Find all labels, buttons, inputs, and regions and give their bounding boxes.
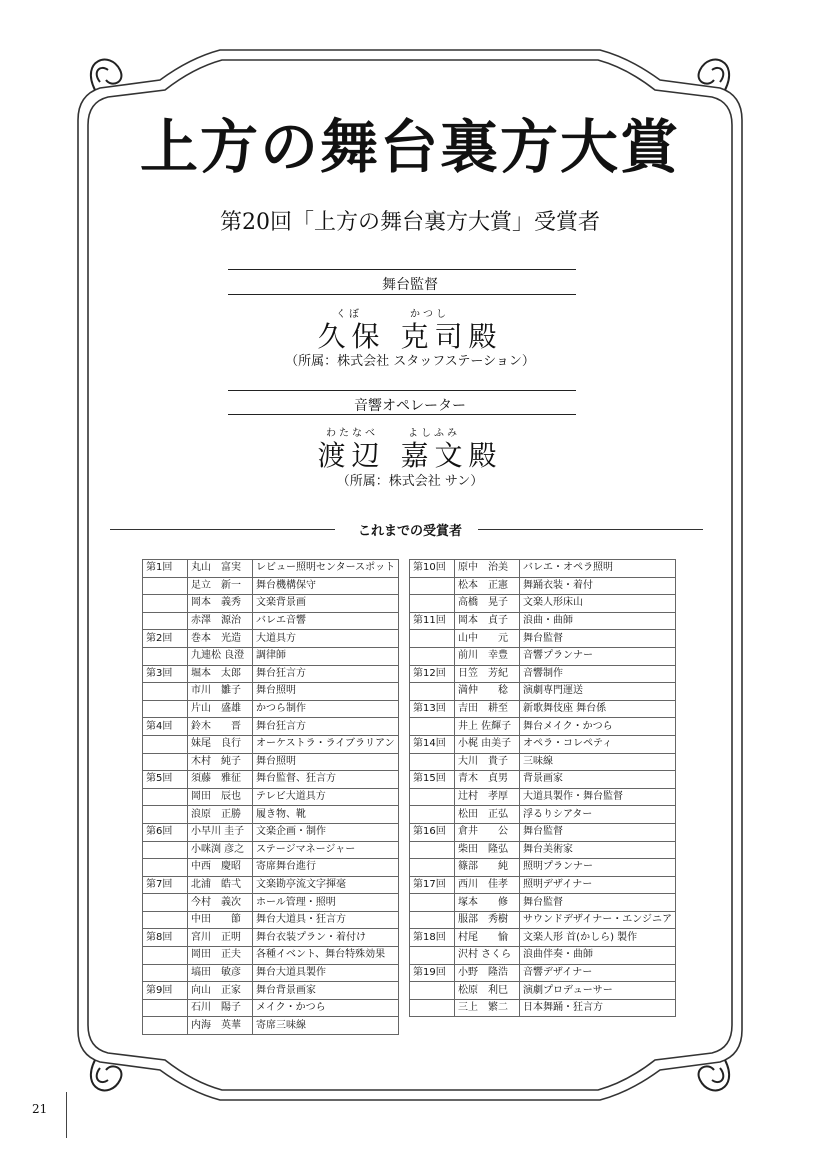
- table-row: [143, 560, 399, 578]
- table-row: [410, 788, 676, 806]
- edition-cell: 第17回: [410, 876, 455, 894]
- table-row: [143, 753, 399, 771]
- edition-cell: [410, 894, 455, 912]
- edition-cell: 第13回: [410, 700, 455, 718]
- table-row: [143, 823, 399, 841]
- winner-name-cell: 丸山 富実: [188, 560, 253, 578]
- table-row: [143, 894, 399, 912]
- table-row: [143, 947, 399, 965]
- winner-name-cell: 日笠 芳紀: [455, 665, 520, 683]
- winner-name-cell: 服部 秀樹: [455, 911, 520, 929]
- winner-name-cell: 妹尾 良行: [188, 735, 253, 753]
- table-row: [143, 876, 399, 894]
- table-row: [410, 911, 676, 929]
- winner-name-cell: 中西 慶昭: [188, 859, 253, 877]
- winner-name-cell: 柴田 隆弘: [455, 841, 520, 859]
- edition-cell: [410, 753, 455, 771]
- genre-cell: 浮るりシアター: [520, 806, 676, 824]
- table-row: [143, 771, 399, 789]
- genre-cell: 音響プランナー: [520, 647, 676, 665]
- edition-cell: 第6回: [143, 823, 188, 841]
- edition-cell: 第10回: [410, 560, 455, 578]
- winner-name-cell: 塚本 修: [455, 894, 520, 912]
- edition-cell: [143, 788, 188, 806]
- genre-cell: 浪曲・曲師: [520, 612, 676, 630]
- genre-cell: かつら制作: [253, 700, 399, 718]
- winner-name-cell: 岡本 義秀: [188, 595, 253, 613]
- winner-name-cell: 前川 幸豊: [455, 647, 520, 665]
- page-subtitle: 第20回「上方の舞台裏方大賞」受賞者: [220, 210, 600, 235]
- winner-name-cell: 赤澤 源治: [188, 612, 253, 630]
- winner-name-cell: 内海 英華: [188, 1017, 253, 1035]
- award-category: 音響オペレーター: [354, 398, 466, 414]
- table-row: [410, 806, 676, 824]
- divider: [228, 414, 576, 415]
- edition-cell: [143, 753, 188, 771]
- genre-cell: 舞踊衣装・着付: [520, 577, 676, 595]
- winner-name: 渡辺 嘉文殿: [317, 439, 503, 472]
- genre-cell: 舞台狂言方: [253, 718, 399, 736]
- winner-name-cell: 西川 佳孝: [455, 876, 520, 894]
- table-row: [143, 735, 399, 753]
- table-row: [143, 577, 399, 595]
- winner-name-cell: 木村 純子: [188, 753, 253, 771]
- table-row: [410, 859, 676, 877]
- edition-cell: [410, 788, 455, 806]
- edition-cell: [143, 577, 188, 595]
- edition-cell: [143, 964, 188, 982]
- edition-cell: 第18回: [410, 929, 455, 947]
- winner-name-cell: 小早川 圭子: [188, 823, 253, 841]
- table-row: [143, 665, 399, 683]
- winner-name-cell: 今村 義次: [188, 894, 253, 912]
- winner-name-cell: 巻本 光造: [188, 630, 253, 648]
- winner-name-cell: 市川 雛子: [188, 683, 253, 701]
- genre-cell: オーケストラ・ライブラリアン: [253, 735, 399, 753]
- table-row: [143, 788, 399, 806]
- winner-affiliation: （所属：株式会社 サン）: [336, 474, 484, 489]
- genre-cell: 舞台照明: [253, 683, 399, 701]
- winner-affiliation: （所属：株式会社 スタッフステーション）: [285, 354, 535, 369]
- table-row: [143, 595, 399, 613]
- genre-cell: 演劇プロデューサー: [520, 982, 676, 1000]
- genre-cell: 照明デザイナー: [520, 876, 676, 894]
- genre-cell: ホール管理・照明: [253, 894, 399, 912]
- winner-name-cell: 中田 節: [188, 911, 253, 929]
- table-row: [410, 665, 676, 683]
- genre-cell: サウンドデザイナー・エンジニア: [520, 911, 676, 929]
- name-ruby: かつし: [410, 309, 449, 320]
- table-row: [410, 560, 676, 578]
- table-row: [410, 577, 676, 595]
- page-number: 21: [32, 1102, 48, 1116]
- winner-name-cell: 満仲 稔: [455, 683, 520, 701]
- genre-cell: 舞台照明: [253, 753, 399, 771]
- genre-cell: 履き物、靴: [253, 806, 399, 824]
- winner-name-cell: 大川 貴子: [455, 753, 520, 771]
- table-row: [410, 753, 676, 771]
- edition-cell: [143, 683, 188, 701]
- divider: [478, 529, 703, 530]
- winner-name-cell: 原中 治美: [455, 560, 520, 578]
- edition-cell: [143, 911, 188, 929]
- edition-cell: [410, 982, 455, 1000]
- table-row: [410, 982, 676, 1000]
- table-row: [143, 929, 399, 947]
- genre-cell: 寄席舞台進行: [253, 859, 399, 877]
- genre-cell: 調律師: [253, 647, 399, 665]
- edition-cell: 第4回: [143, 718, 188, 736]
- edition-cell: 第5回: [143, 771, 188, 789]
- table-row: [410, 929, 676, 947]
- edition-cell: [410, 947, 455, 965]
- table-row: [410, 595, 676, 613]
- genre-cell: 舞台監督: [520, 630, 676, 648]
- page-title: 上方の舞台裏方大賞: [139, 113, 680, 181]
- name-ruby: わたなべ: [326, 428, 378, 439]
- genre-cell: 文楽人形床山: [520, 595, 676, 613]
- edition-cell: [410, 577, 455, 595]
- winner-name-cell: 堀本 太郎: [188, 665, 253, 683]
- winner-name-cell: 山中 元: [455, 630, 520, 648]
- table-row: [410, 630, 676, 648]
- past-winners-table-left: [142, 559, 399, 1035]
- past-winners-heading: これまでの受賞者: [357, 524, 462, 539]
- winner-name-cell: 三上 繁二: [455, 999, 520, 1017]
- edition-cell: [410, 841, 455, 859]
- divider: [228, 294, 576, 295]
- edition-cell: 第9回: [143, 982, 188, 1000]
- genre-cell: 三味線: [520, 753, 676, 771]
- genre-cell: 舞台メイク・かつら: [520, 718, 676, 736]
- edition-cell: [143, 859, 188, 877]
- winner-name-cell: 須藤 雅征: [188, 771, 253, 789]
- edition-cell: [410, 911, 455, 929]
- winner-name: 久保 克司殿: [317, 320, 503, 353]
- genre-cell: 日本舞踊・狂言方: [520, 999, 676, 1017]
- genre-cell: 照明プランナー: [520, 859, 676, 877]
- table-row: [143, 841, 399, 859]
- edition-cell: [410, 859, 455, 877]
- winner-name-cell: 沢村 さくら: [455, 947, 520, 965]
- winner-name-cell: 小野 隆浩: [455, 964, 520, 982]
- edition-cell: 第2回: [143, 630, 188, 648]
- winner-name-cell: 吉田 耕至: [455, 700, 520, 718]
- genre-cell: 舞台大道具・狂言方: [253, 911, 399, 929]
- edition-cell: [143, 700, 188, 718]
- genre-cell: 舞台監督、狂言方: [253, 771, 399, 789]
- table-row: [143, 999, 399, 1017]
- table-row: [143, 964, 399, 982]
- edition-cell: [410, 806, 455, 824]
- table-row: [410, 771, 676, 789]
- genre-cell: 文楽背景画: [253, 595, 399, 613]
- table-row: [143, 982, 399, 1000]
- genre-cell: 舞台監督: [520, 823, 676, 841]
- edition-cell: [410, 595, 455, 613]
- genre-cell: 新歌舞伎座 舞台係: [520, 700, 676, 718]
- edition-cell: 第16回: [410, 823, 455, 841]
- genre-cell: 音響デザイナー: [520, 964, 676, 982]
- winner-name-cell: 篠部 純: [455, 859, 520, 877]
- genre-cell: メイク・かつら: [253, 999, 399, 1017]
- edition-cell: [143, 841, 188, 859]
- table-row: [410, 841, 676, 859]
- edition-cell: 第19回: [410, 964, 455, 982]
- genre-cell: 舞台狂言方: [253, 665, 399, 683]
- edition-cell: 第15回: [410, 771, 455, 789]
- edition-cell: [143, 1017, 188, 1035]
- genre-cell: 大道具方: [253, 630, 399, 648]
- table-row: [143, 718, 399, 736]
- edition-cell: [410, 647, 455, 665]
- table-row: [143, 612, 399, 630]
- genre-cell: レビュー照明センタースポット: [253, 560, 399, 578]
- genre-cell: 舞台背景画家: [253, 982, 399, 1000]
- table-row: [410, 876, 676, 894]
- edition-cell: 第3回: [143, 665, 188, 683]
- table-row: [410, 647, 676, 665]
- table-row: [410, 964, 676, 982]
- divider: [228, 269, 576, 270]
- genre-cell: 舞台美術家: [520, 841, 676, 859]
- edition-cell: [410, 630, 455, 648]
- winner-name-cell: 村尾 愉: [455, 929, 520, 947]
- table-row: [143, 1017, 399, 1035]
- edition-cell: 第1回: [143, 560, 188, 578]
- edition-cell: 第8回: [143, 929, 188, 947]
- winner-name-cell: 片山 盛雄: [188, 700, 253, 718]
- winner-name-cell: 岡本 貞子: [455, 612, 520, 630]
- genre-cell: 各種イベント、舞台特殊効果: [253, 947, 399, 965]
- table-row: [143, 859, 399, 877]
- edition-cell: [143, 612, 188, 630]
- table-row: [143, 700, 399, 718]
- winner-name-cell: 辻村 孝厚: [455, 788, 520, 806]
- award-category: 舞台監督: [382, 277, 438, 293]
- table-row: [410, 947, 676, 965]
- winner-name-cell: 岡田 辰也: [188, 788, 253, 806]
- genre-cell: 舞台機構保守: [253, 577, 399, 595]
- edition-cell: 第7回: [143, 876, 188, 894]
- table-row: [410, 612, 676, 630]
- edition-cell: [410, 999, 455, 1017]
- winner-name-cell: 足立 新一: [188, 577, 253, 595]
- edition-cell: [410, 683, 455, 701]
- genre-cell: 浪曲伴奏・曲師: [520, 947, 676, 965]
- genre-cell: オペラ・コレペティ: [520, 735, 676, 753]
- table-row: [410, 999, 676, 1017]
- name-ruby: くぼ: [336, 309, 362, 320]
- edition-cell: [143, 999, 188, 1017]
- winner-name-cell: 浪原 正勝: [188, 806, 253, 824]
- genre-cell: テレビ大道具方: [253, 788, 399, 806]
- winner-name-cell: 松本 正憲: [455, 577, 520, 595]
- table-row: [410, 894, 676, 912]
- winner-name-cell: 宮川 正明: [188, 929, 253, 947]
- edition-cell: [410, 718, 455, 736]
- genre-cell: ステージマネージャー: [253, 841, 399, 859]
- winner-name-cell: 倉井 公: [455, 823, 520, 841]
- table-row: [410, 735, 676, 753]
- winner-name-cell: 岡田 正夫: [188, 947, 253, 965]
- winner-name-cell: 青木 貞男: [455, 771, 520, 789]
- past-winners-table-right: [409, 559, 676, 1017]
- winner-name-cell: 塙田 敏彦: [188, 964, 253, 982]
- winner-name-cell: 鈴木 晋: [188, 718, 253, 736]
- edition-cell: [143, 806, 188, 824]
- genre-cell: 舞台監督: [520, 894, 676, 912]
- genre-cell: 寄席三味線: [253, 1017, 399, 1035]
- table-row: [143, 911, 399, 929]
- table-row: [410, 718, 676, 736]
- genre-cell: 演劇専門運送: [520, 683, 676, 701]
- genre-cell: 背景画家: [520, 771, 676, 789]
- winner-name-cell: 小咪渕 彦之: [188, 841, 253, 859]
- genre-cell: 舞台衣装プラン・着付け: [253, 929, 399, 947]
- genre-cell: バレエ音響: [253, 612, 399, 630]
- edition-cell: 第12回: [410, 665, 455, 683]
- winner-name-cell: 松原 利巳: [455, 982, 520, 1000]
- edition-cell: [143, 735, 188, 753]
- winner-name-cell: 石川 陽子: [188, 999, 253, 1017]
- genre-cell: 文楽企画・制作: [253, 823, 399, 841]
- table-row: [410, 683, 676, 701]
- winner-name-cell: 北浦 皓弌: [188, 876, 253, 894]
- genre-cell: 文楽人形 首(かしら) 製作: [520, 929, 676, 947]
- table-row: [410, 700, 676, 718]
- edition-cell: 第11回: [410, 612, 455, 630]
- table-row: [143, 647, 399, 665]
- genre-cell: 大道具製作・舞台監督: [520, 788, 676, 806]
- table-row: [143, 683, 399, 701]
- name-ruby: よしふみ: [408, 428, 460, 439]
- table-row: [143, 806, 399, 824]
- edition-cell: [143, 647, 188, 665]
- edition-cell: [143, 947, 188, 965]
- edition-cell: 第14回: [410, 735, 455, 753]
- winner-name-cell: 高橋 晃子: [455, 595, 520, 613]
- edition-cell: [143, 595, 188, 613]
- genre-cell: 文楽勘亭流文字揮毫: [253, 876, 399, 894]
- genre-cell: バレエ・オペラ照明: [520, 560, 676, 578]
- winner-name-cell: 九連松 良澄: [188, 647, 253, 665]
- divider: [228, 390, 576, 391]
- table-row: [143, 630, 399, 648]
- winner-name-cell: 松田 正弘: [455, 806, 520, 824]
- winner-name-cell: 小梶 由美子: [455, 735, 520, 753]
- edition-cell: [143, 894, 188, 912]
- winner-name-cell: 井上 佐輝子: [455, 718, 520, 736]
- genre-cell: 音響制作: [520, 665, 676, 683]
- table-row: [410, 823, 676, 841]
- winner-name-cell: 向山 正家: [188, 982, 253, 1000]
- page-margin-line: [66, 1092, 67, 1138]
- genre-cell: 舞台大道具製作: [253, 964, 399, 982]
